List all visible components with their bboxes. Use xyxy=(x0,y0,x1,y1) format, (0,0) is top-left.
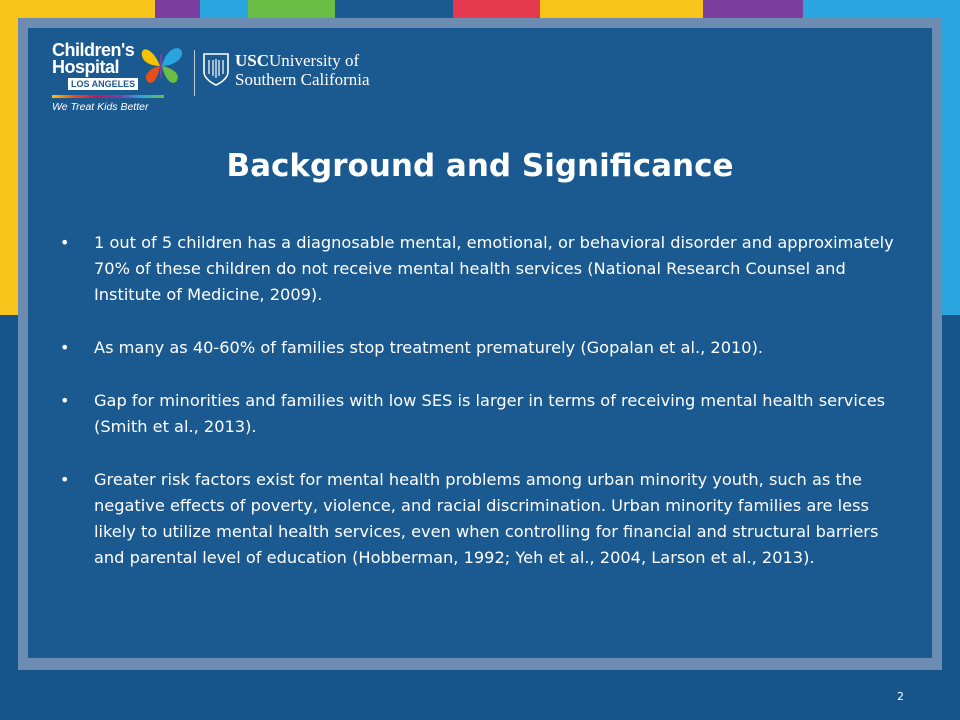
chla-logo xyxy=(50,42,200,114)
logo-divider xyxy=(194,50,195,96)
chla-line2: Hospital xyxy=(52,57,120,77)
logo-area xyxy=(50,40,390,120)
bullet-icon: • xyxy=(60,470,70,489)
usc-logo-text xyxy=(235,51,370,89)
bullet-item xyxy=(60,467,905,571)
bullet-item xyxy=(60,388,905,440)
bullet-icon: • xyxy=(60,338,70,357)
butterfly-icon xyxy=(136,42,186,88)
usc-seal-icon xyxy=(202,52,230,86)
bullet-text: Gap for minorities and families with low SES is larger in terms of receiving mental health services (Smith et al., 2013). xyxy=(94,391,886,436)
bullet-text: 1 out of 5 children has a diagnosable mental, emotional, or behavioral disorder and approximately 70% of these children do not receive mental health services (National Research Counsel and Institute of Medicine, 2009). xyxy=(94,233,894,304)
usc-abbrev: USC xyxy=(235,51,270,70)
bullet-item xyxy=(60,335,905,361)
slide-title: Background and Significance xyxy=(226,148,734,184)
bullet-text: Greater risk factors exist for mental health problems among urban minority youth, such as the negative effects of poverty, violence, and racial discrimination. Urban minority families are less likely to utilize mental health services, even when controlling for financial and structural barriers and parental level of education (Hobberman, 1992; Yeh et al., 2004, Larson et al., 2013). xyxy=(94,470,879,567)
bullet-list xyxy=(60,230,905,598)
chla-tagline: We Treat Kids Better xyxy=(52,101,149,113)
page-number: 2 xyxy=(897,690,904,703)
bullet-text: As many as 40-60% of families stop treatment prematurely (Gopalan et al., 2010). xyxy=(94,338,764,357)
bullet-icon: • xyxy=(60,391,70,410)
chla-line1: Children's xyxy=(52,40,135,60)
chla-los-angeles: LOS ANGELES xyxy=(68,78,138,90)
bullet-icon: • xyxy=(60,233,70,252)
bullet-item xyxy=(60,230,905,308)
chla-rainbow-bar xyxy=(52,95,164,98)
usc-line2: Southern California xyxy=(235,70,370,89)
usc-line1: University of xyxy=(269,51,360,70)
